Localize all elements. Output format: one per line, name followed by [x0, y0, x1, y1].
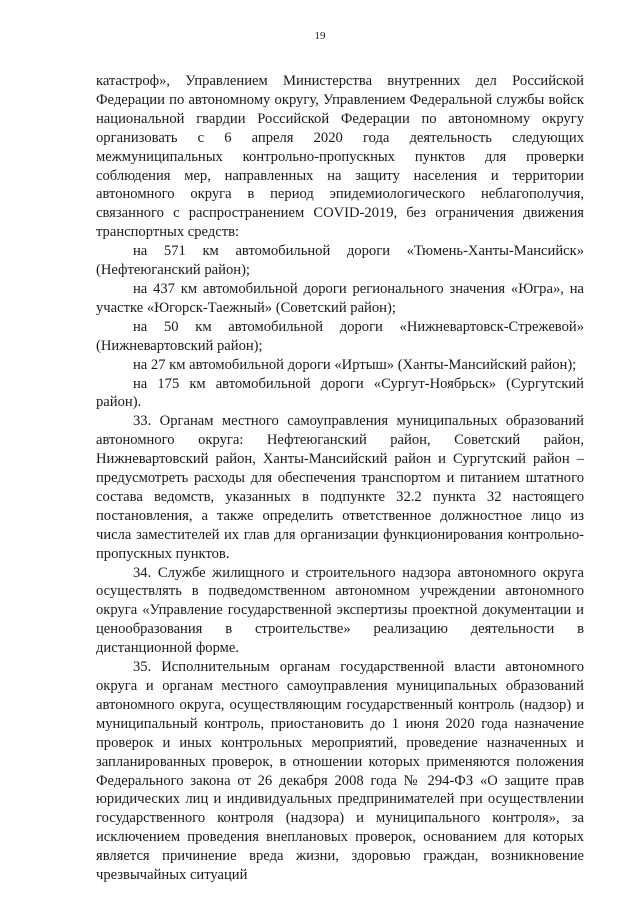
paragraph: катастроф», Управлением Министерства внутренних дел Российской Федерации по автономному округу, Управлением Федеральной службы войск национальной гвардии Российской Федерации по автономному округу организовать с 6 апреля 2020 года деятельность следующих межмуниципальных контрольно-пропускных пунктов для проверки соблюдения мер, направленных на защиту населения и территории автономного округа в период эпидемиологического неблагополучия, связанного с распространением COVID-2019, без ограничения движения транспортных средств:	[96, 73, 584, 241]
paragraph: на 571 км автомобильной дороги «Тюмень-Ханты-Мансийск» (Нефтеюганский район);	[96, 243, 584, 279]
paragraph: на 175 км автомобильной дороги «Сургут-Ноябрьск» (Сургутский район).	[96, 375, 584, 411]
page-number: 19	[314, 30, 326, 42]
paragraph: на 437 км автомобильной дороги регионального значения «Югра», на участке «Югорск-Таежный» (Советский район);	[96, 280, 584, 316]
paragraph: 34. Службе жилищного и строительного надзора автономного округа осуществлять в подведомственном автономном учреждении автономного округа «Управление государственной экспертизы проектной документации и ценообразования в строительстве» реализацию деятельности в дистанционной форме.	[96, 564, 584, 657]
paragraph: на 27 км автомобильной дороги «Иртыш» (Ханты-Мансийский район);	[133, 356, 577, 373]
paragraph: 33. Органам местного самоуправления муниципальных образований автономного округа: Нефтеюганский район, Советский район, Нижневартовский район, Ханты-Мансийский район и Сургутский район – предусмотреть расходы для обеспечения транспортом и питанием штатного состава ведомств, указанных в подпункте 32.2 пункта 32 настоящего постановления, а также определить ответственное должностное лицо из числа заместителей их глав для организации функционирования контрольно-пропускных пунктов.	[96, 413, 584, 562]
paragraph: на 50 км автомобильной дороги «Нижневартовск-Стрежевой» (Нижневартовский район);	[96, 318, 584, 354]
document-body	[96, 72, 584, 885]
paragraph: 35. Исполнительным органам государственной власти автономного округа и органам местного самоуправления муниципальных образований автономного округа, осуществляющим государственный контроль (надзор) и муниципальный контроль, приостановить до 1 июня 2020 года назначение проверок и иных контрольных мероприятий, проведение назначенных и запланированных проверок, в отношении которых применяются положения Федерального закона от 26 декабря 2008 года № 294-ФЗ «О защите прав юридических лиц и индивидуальных предпринимателей при осуществлении государственного контроля (надзора) и муниципального контроля», за исключением проведения внеплановых проверок, основанием для которых является причинение вреда жизни, здоровью граждан, возникновение чрезвычайных ситуаций	[96, 659, 584, 884]
